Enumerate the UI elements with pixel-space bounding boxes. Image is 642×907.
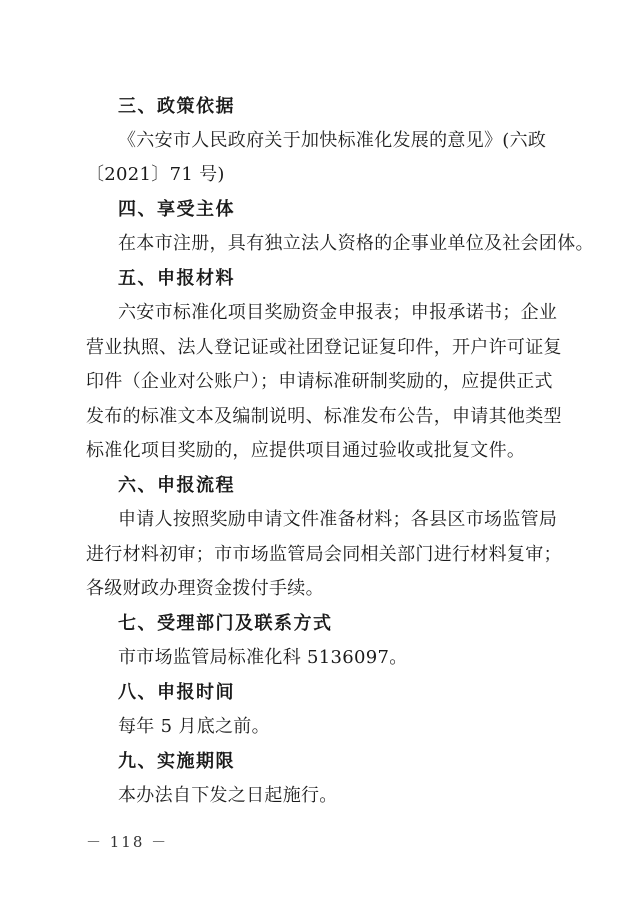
process-line-2: 进行材料初审；市市场监管局会同相关部门进行材料复审； xyxy=(86,544,562,565)
term-line-1: 本办法自下发之日起施行。 xyxy=(118,785,338,806)
materials-line-3: 印件（企业对公账户）；申请标准研制奖励的，应提供正式 xyxy=(86,371,553,392)
subject-line-1: 在本市注册，具有独立法人资格的企事业单位及社会团体。 xyxy=(118,233,594,254)
materials-line-4: 发布的标准文本及编制说明、标准发布公告，申请其他类型 xyxy=(86,406,562,427)
materials-line-1: 六安市标准化项目奖励资金申报表；申报承诺书；企业 xyxy=(118,302,558,323)
section-heading-time: 八、申报时间 xyxy=(118,682,235,703)
section-heading-materials: 五、申报材料 xyxy=(118,268,235,289)
basis-line-2: 〔2021〕71 号) xyxy=(86,164,225,185)
section-heading-term: 九、实施期限 xyxy=(118,751,235,772)
section-heading-subject: 四、享受主体 xyxy=(118,199,235,220)
materials-line-2: 营业执照、法人登记证或社团登记证复印件，开户许可证复 xyxy=(86,337,562,358)
time-line-1: 每年 5 月底之前。 xyxy=(118,716,270,737)
section-heading-contact: 七、受理部门及联系方式 xyxy=(118,613,333,634)
process-line-1: 申请人按照奖励申请文件准备材料；各县区市场监管局 xyxy=(118,509,558,530)
basis-line-1: 《六安市人民政府关于加快标准化发展的意见》(六政 xyxy=(118,130,547,151)
contact-line-1: 市市场监管局标准化科 5136097。 xyxy=(118,647,408,668)
process-line-3: 各级财政办理资金拨付手续。 xyxy=(86,578,324,599)
section-heading-basis: 三、政策依据 xyxy=(118,96,235,117)
page-number: － 118 － xyxy=(86,833,169,851)
materials-line-5: 标准化项目奖励的，应提供项目通过验收或批复文件。 xyxy=(86,440,526,461)
section-heading-process: 六、申报流程 xyxy=(118,475,235,496)
